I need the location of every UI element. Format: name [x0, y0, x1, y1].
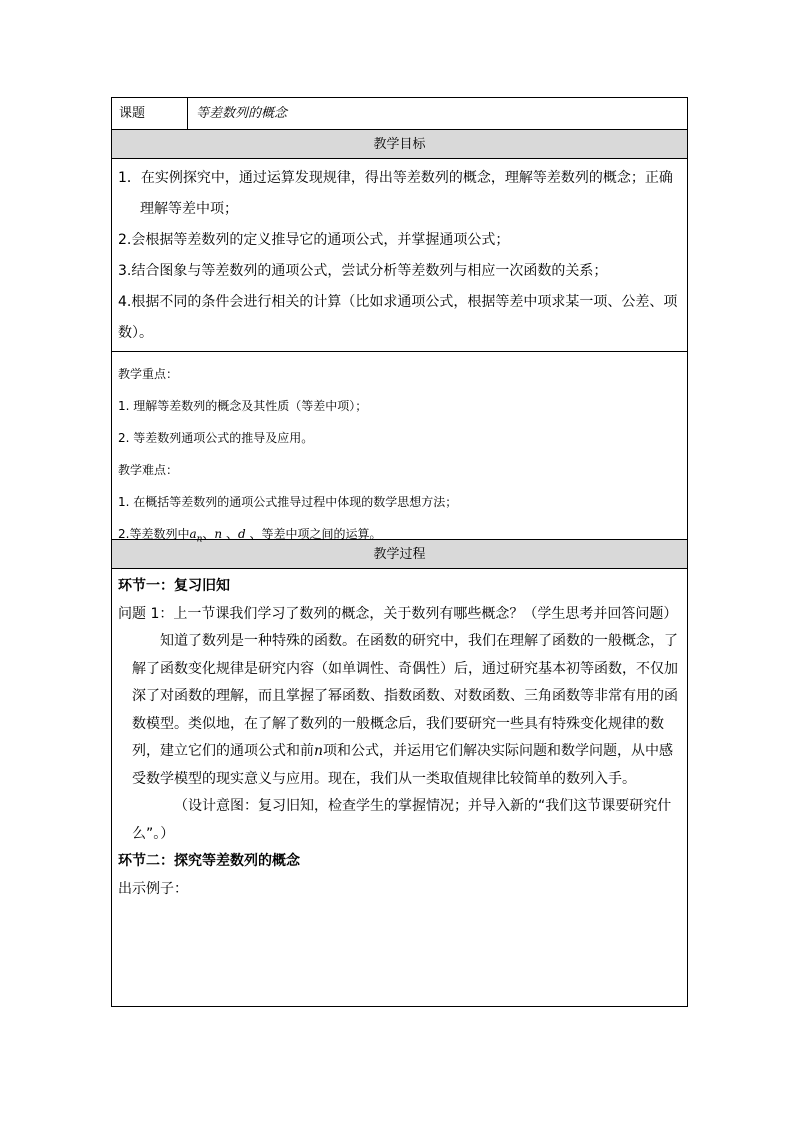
section-2-title: 环节二：探究等差数列的概念: [118, 853, 300, 869]
review-paragraph: 知道了数列是一种特殊的函数。在函数的研究中，我们在理解了函数的一般概念，了解了函数变化规律是研究内容（如单调性、奇偶性）后，通过研究基本初等函数，不仅加深了对函数的理解，而且掌握了幂函数、指数函数、对数函数、三角函数等非常有用的函数模型。类似地，在了解了数列的一般概念后，我们要研究一些具有特殊变化规律的数列，建立它们的通项公式和前n项和公式，并运用它们解决实际问题和数学问题，从中感受数学模型的现实意义与应用。现在，我们从一类取值规律比较简单的数列入手。: [132, 633, 678, 787]
math-var-d: d: [237, 527, 246, 541]
lesson-plan-table: [111, 97, 688, 1007]
math-var-n: n: [214, 527, 223, 541]
section-1-title: 环节一：复习旧知: [118, 578, 230, 594]
difficulty-item-2-prefix: 2.等差数列中: [118, 527, 190, 541]
design-intent: （设计意图：复习旧知，检查学生的掌握情况；并导入新的“我们这节课要研究什么”。）: [132, 798, 672, 842]
focus-item-2: 2. 等差数列通项公式的推导及应用。: [118, 431, 314, 445]
difficulty-item-2-suffix: 、等差中项之间的运算。: [245, 527, 382, 541]
goal-item-2: 2.会根据等差数列的定义推导它的通项公式，并掌握通项公式；: [118, 232, 510, 248]
focus-heading: 教学重点：: [118, 367, 179, 381]
focus-item-1: 1. 理解等差数列的概念及其性质（等差中项）；: [118, 399, 368, 413]
math-var-n: n: [314, 743, 324, 759]
lesson-title-value: 等差数列的概念: [196, 106, 288, 121]
difficulty-item-1: 1. 在概括等差数列的通项公式推导过程中体现的数学思想方法；: [118, 495, 458, 509]
goal-item-3: 3.结合图象与等差数列的通项公式，尝试分析等差数列与相应一次函数的关系；: [118, 263, 608, 279]
lesson-title-label: 课题: [112, 98, 188, 129]
goal-item-1: 1．在实例探究中，通过运算发现规律，得出等差数列的概念，理解等差数列的概念；正确理解等差中项；: [118, 170, 673, 217]
focus-difficulty-section: [112, 352, 687, 545]
goal-item-4: 4.根据不同的条件会进行相关的计算（比如求通项公式，根据等差中项求某一项、公差、项数）。: [118, 294, 678, 341]
separator: 、: [222, 527, 238, 541]
process-section: [112, 569, 687, 1006]
goals-heading: 教学目标: [112, 130, 687, 159]
lesson-title-row: [112, 98, 687, 130]
math-var-a: $a_n$: [189, 527, 203, 545]
goals-section: [112, 159, 687, 352]
separator: 、: [202, 527, 215, 541]
process-heading: 教学过程: [112, 540, 687, 569]
question-1: 问题 1：上一节课我们学习了数列的概念，关于数列有哪些概念？（学生思考并回答问题）: [118, 605, 678, 622]
example-label: 出示例子：: [118, 880, 188, 897]
difficulty-heading: 教学难点：: [118, 463, 179, 477]
